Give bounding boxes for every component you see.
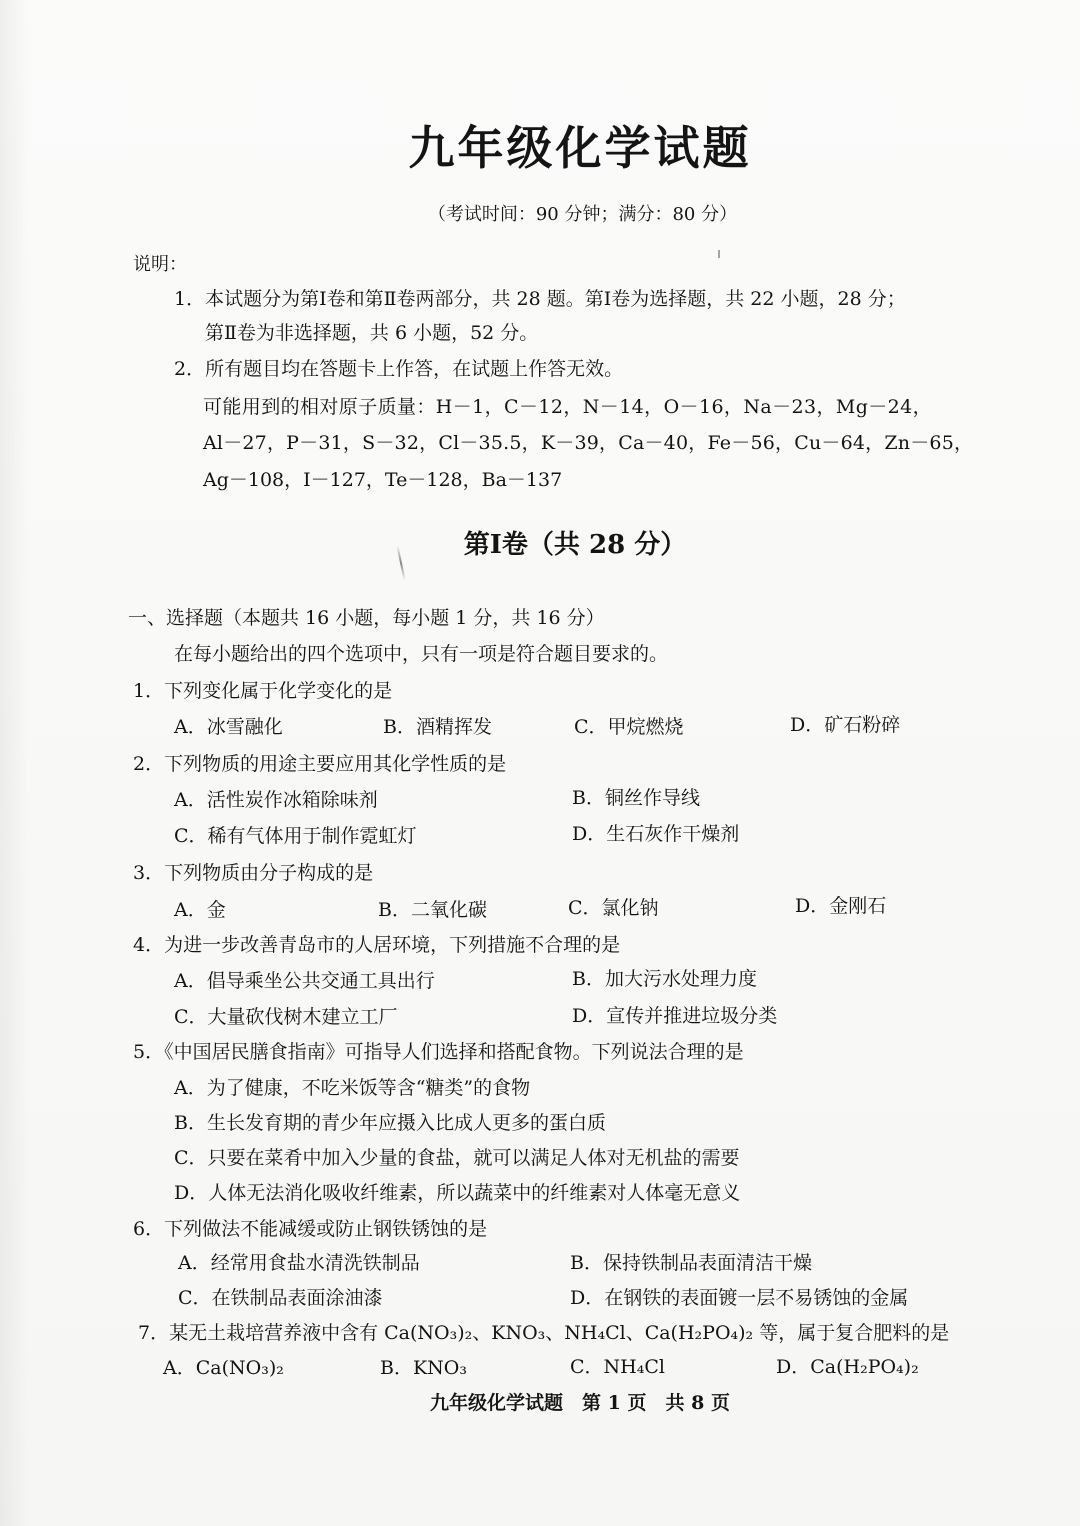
question-5-stem: 5．《中国居民膳食指南》可指导人们选择和搭配食物。下列说法合理的是 — [133, 1041, 744, 1063]
question-7-option-b: B．KNO₃ — [380, 1357, 467, 1379]
note-1-line-1: 1．本试题分为第Ⅰ卷和第Ⅱ卷两部分，共 28 题。第Ⅰ卷为选择题，共 22 小题，28 分； — [174, 288, 906, 310]
atomic-mass-line-3: Ag－108，I－127，Te－128，Ba－137 — [203, 469, 563, 491]
page-title: 九年级化学试题 — [408, 121, 752, 175]
page-footer: 九年级化学试题 第 1 页 共 8 页 — [430, 1392, 730, 1414]
question-6-stem: 6．下列做法不能减缓或防止钢铁锈蚀的是 — [133, 1218, 488, 1240]
question-7-stem: 7．某无土栽培营养液中含有 Ca(NO₃)₂、KNO₃、NH₄Cl、Ca(H₂PO₄)₂ 等，属于复合肥料的是 — [138, 1322, 950, 1344]
question-2-stem: 2．下列物质的用途主要应用其化学性质的是 — [133, 753, 507, 775]
question-2-option-c: C．稀有气体用于制作霓虹灯 — [174, 825, 417, 847]
exam-info: （考试时间：90 分钟；满分：80 分） — [427, 204, 738, 225]
scan-edge-shadow — [0, 0, 30, 1526]
part-one-heading: 一、选择题（本题共 16 小题，每小题 1 分，共 16 分） — [128, 607, 605, 629]
scan-dot — [718, 250, 720, 258]
question-4-option-d: D．宣传并推进垃圾分类 — [572, 1005, 778, 1027]
question-3-option-a: A．金 — [174, 899, 226, 921]
question-1-stem: 1．下列变化属于化学变化的是 — [133, 680, 393, 702]
question-3-option-d: D．金刚石 — [795, 895, 887, 917]
question-2-option-b: B．铜丝作导线 — [572, 787, 700, 809]
question-1-option-b: B．酒精挥发 — [383, 716, 492, 738]
part-one-instruction: 在每小题给出的四个选项中，只有一项是符合题目要求的。 — [174, 643, 669, 665]
question-1-option-a: A．冰雪融化 — [174, 716, 283, 738]
question-6-option-d: D．在钢铁的表面镀一层不易锈蚀的金属 — [570, 1287, 909, 1309]
question-3-stem: 3．下列物质由分子构成的是 — [133, 862, 374, 884]
question-7-option-a: A．Ca(NO₃)₂ — [163, 1357, 284, 1379]
question-3-option-b: B．二氧化碳 — [378, 899, 487, 921]
question-7-option-c: C．NH₄Cl — [570, 1356, 665, 1378]
question-2-option-a: A．活性炭作冰箱除味剂 — [174, 789, 378, 811]
question-6-option-c: C．在铁制品表面涂油漆 — [178, 1287, 383, 1309]
question-1-option-d: D．矿石粉碎 — [790, 714, 901, 736]
note-1-line-2: 第Ⅱ卷为非选择题，共 6 小题，52 分。 — [205, 322, 539, 344]
atomic-mass-line-1: 可能用到的相对原子质量：H－1，C－12，N－14，O－16，Na－23，Mg－24， — [203, 396, 933, 418]
question-4-option-b: B．加大污水处理力度 — [572, 968, 757, 990]
question-5-option-c: C．只要在菜肴中加入少量的食盐，就可以满足人体对无机盐的需要 — [174, 1147, 740, 1169]
question-5-option-d: D．人体无法消化吸收纤维素，所以蔬菜中的纤维素对人体毫无意义 — [174, 1182, 741, 1204]
notes-label: 说明： — [133, 254, 187, 275]
question-3-option-c: C．氯化钠 — [568, 897, 659, 919]
question-4-stem: 4．为进一步改善青岛市的人居环境，下列措施不合理的是 — [133, 934, 621, 956]
note-2: 2．所有题目均在答题卡上作答，在试题上作答无效。 — [174, 358, 624, 380]
atomic-mass-line-2: Al－27，P－31，S－32，Cl－35.5，K－39，Ca－40，Fe－56，Cu－64，Zn－65， — [203, 432, 974, 454]
question-1-option-c: C．甲烷燃烧 — [574, 716, 684, 738]
question-7-option-d: D．Ca(H₂PO₄)₂ — [776, 1356, 919, 1378]
section-title: 第Ⅰ卷（共 28 分） — [463, 530, 687, 560]
question-4-option-c: C．大量砍伐树木建立工厂 — [174, 1006, 398, 1028]
question-4-option-a: A．倡导乘坐公共交通工具出行 — [174, 970, 435, 992]
question-2-option-d: D．生石灰作干燥剂 — [572, 823, 740, 845]
question-5-option-b: B．生长发育期的青少年应摄入比成人更多的蛋白质 — [174, 1112, 606, 1134]
question-6-option-a: A．经常用食盐水清洗铁制品 — [178, 1252, 420, 1274]
question-6-option-b: B．保持铁制品表面清洁干燥 — [570, 1252, 812, 1274]
question-5-option-a: A．为了健康，不吃米饭等含“糖类”的食物 — [174, 1077, 531, 1099]
